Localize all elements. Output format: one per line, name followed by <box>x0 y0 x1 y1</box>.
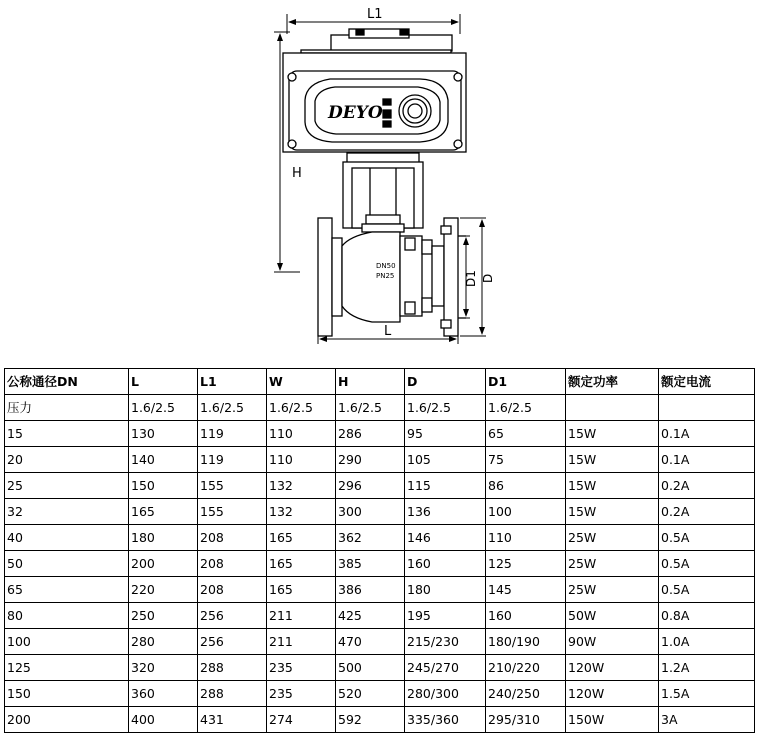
column-header: H <box>336 369 405 395</box>
dim-l-label: L <box>384 324 392 339</box>
table-cell: 165 <box>267 525 336 551</box>
table-row <box>5 629 755 655</box>
table-cell: 286 <box>336 421 405 447</box>
table-cell: 1.6/2.5 <box>405 395 486 421</box>
table-cell: 250 <box>129 603 198 629</box>
table-cell: 110 <box>267 421 336 447</box>
table-cell: 110 <box>486 525 566 551</box>
column-header: D1 <box>486 369 566 395</box>
table-cell: 0.5A <box>659 551 755 577</box>
table-cell: 0.5A <box>659 525 755 551</box>
table-cell: 95 <box>405 421 486 447</box>
table-cell: 125 <box>5 655 129 681</box>
table-cell: 180 <box>129 525 198 551</box>
table-cell: 100 <box>486 499 566 525</box>
table-cell: 25 <box>5 473 129 499</box>
table-row <box>5 499 755 525</box>
table-cell: 245/270 <box>405 655 486 681</box>
table-cell: 32 <box>5 499 129 525</box>
table-cell: 160 <box>486 603 566 629</box>
table-row <box>5 603 755 629</box>
table-row <box>5 655 755 681</box>
table-cell: 压力 <box>5 395 129 421</box>
dim-h-label: H <box>292 166 302 181</box>
column-header: 额定功率 <box>566 369 659 395</box>
table-cell: 155 <box>198 499 267 525</box>
table-cell: 90W <box>566 629 659 655</box>
table-cell: 0.5A <box>659 577 755 603</box>
table-cell: 3A <box>659 707 755 733</box>
table-cell: 195 <box>405 603 486 629</box>
table-cell: 0.2A <box>659 499 755 525</box>
table-cell: 20 <box>5 447 129 473</box>
table-cell: 300 <box>336 499 405 525</box>
table-cell: 165 <box>267 577 336 603</box>
table-cell: 296 <box>336 473 405 499</box>
table-cell <box>566 395 659 421</box>
table-cell: 1.0A <box>659 629 755 655</box>
table-cell: 280/300 <box>405 681 486 707</box>
table-cell: 288 <box>198 681 267 707</box>
table-cell: 288 <box>198 655 267 681</box>
table-cell: 1.6/2.5 <box>129 395 198 421</box>
actuator <box>283 29 466 152</box>
table-cell: 335/360 <box>405 707 486 733</box>
table-cell: 295/310 <box>486 707 566 733</box>
dim-d1-label: D1 <box>464 270 478 287</box>
table-cell: 280 <box>129 629 198 655</box>
table-cell: 235 <box>267 681 336 707</box>
table-cell: 146 <box>405 525 486 551</box>
table-cell: 256 <box>198 629 267 655</box>
table-cell: 160 <box>405 551 486 577</box>
table-cell: 150W <box>566 707 659 733</box>
table-cell: 105 <box>405 447 486 473</box>
table-cell: 115 <box>405 473 486 499</box>
table-cell: 75 <box>486 447 566 473</box>
table-cell: 290 <box>336 447 405 473</box>
table-cell: 362 <box>336 525 405 551</box>
table-cell: 0.1A <box>659 447 755 473</box>
table-cell: 155 <box>198 473 267 499</box>
table-row <box>5 551 755 577</box>
table-cell: 1.2A <box>659 655 755 681</box>
table-cell: 15W <box>566 421 659 447</box>
table-header-row <box>5 369 755 395</box>
table-cell: 0.2A <box>659 473 755 499</box>
table-cell: 100 <box>5 629 129 655</box>
spec-table <box>4 368 755 733</box>
table-cell: 210/220 <box>486 655 566 681</box>
table-cell: 120W <box>566 681 659 707</box>
column-header: D <box>405 369 486 395</box>
table-cell: 15W <box>566 473 659 499</box>
table-cell: 150 <box>129 473 198 499</box>
table-cell: 25W <box>566 577 659 603</box>
table-cell: 50 <box>5 551 129 577</box>
table-cell: 0.1A <box>659 421 755 447</box>
table-cell: 165 <box>129 499 198 525</box>
table-cell: 180/190 <box>486 629 566 655</box>
table-cell: 136 <box>405 499 486 525</box>
table-cell: 200 <box>5 707 129 733</box>
column-header: 公称通径DN <box>5 369 129 395</box>
table-cell: 274 <box>267 707 336 733</box>
table-cell: 320 <box>129 655 198 681</box>
table-cell: 386 <box>336 577 405 603</box>
table-cell: 240/250 <box>486 681 566 707</box>
table-cell: 470 <box>336 629 405 655</box>
column-header: L1 <box>198 369 267 395</box>
table-row <box>5 395 755 421</box>
table-cell: 1.6/2.5 <box>336 395 405 421</box>
table-cell: 15W <box>566 447 659 473</box>
table-row <box>5 681 755 707</box>
table-cell: 110 <box>267 447 336 473</box>
dim-l1-label: L1 <box>367 7 383 22</box>
column-header: 额定电流 <box>659 369 755 395</box>
table-cell: 125 <box>486 551 566 577</box>
table-cell: 65 <box>5 577 129 603</box>
table-cell: 180 <box>405 577 486 603</box>
table-cell: 150 <box>5 681 129 707</box>
table-cell: 119 <box>198 447 267 473</box>
table-cell: 385 <box>336 551 405 577</box>
table-cell: 65 <box>486 421 566 447</box>
table-cell: 208 <box>198 577 267 603</box>
table-cell: 592 <box>336 707 405 733</box>
table-row <box>5 707 755 733</box>
table-cell: 50W <box>566 603 659 629</box>
table-cell: 220 <box>129 577 198 603</box>
table-cell: 165 <box>267 551 336 577</box>
table-cell: 256 <box>198 603 267 629</box>
table-row <box>5 421 755 447</box>
table-cell: 200 <box>129 551 198 577</box>
table-cell: 1.6/2.5 <box>486 395 566 421</box>
column-header: W <box>267 369 336 395</box>
valve-drawing <box>0 0 760 366</box>
table-cell: 1.6/2.5 <box>267 395 336 421</box>
table-cell: 211 <box>267 629 336 655</box>
table-cell: 15W <box>566 499 659 525</box>
table-cell: 130 <box>129 421 198 447</box>
table-row <box>5 577 755 603</box>
table-cell: 25W <box>566 525 659 551</box>
table-cell: 235 <box>267 655 336 681</box>
table-cell: 500 <box>336 655 405 681</box>
brand-logo: DEYO <box>328 103 383 123</box>
table-cell: 25W <box>566 551 659 577</box>
table-cell: 119 <box>198 421 267 447</box>
table-cell: 0.8A <box>659 603 755 629</box>
table-cell: 145 <box>486 577 566 603</box>
table-cell: 1.6/2.5 <box>198 395 267 421</box>
table-cell: 215/230 <box>405 629 486 655</box>
table-cell: 431 <box>198 707 267 733</box>
table-cell: 86 <box>486 473 566 499</box>
table-cell <box>659 395 755 421</box>
table-cell: 400 <box>129 707 198 733</box>
table-cell: 208 <box>198 525 267 551</box>
table-cell: 15 <box>5 421 129 447</box>
body-marking-dn: DN50 <box>376 262 396 270</box>
column-header: L <box>129 369 198 395</box>
table-cell: 80 <box>5 603 129 629</box>
table-cell: 360 <box>129 681 198 707</box>
body-marking-pn: PN25 <box>376 272 395 280</box>
mounting-bracket <box>343 153 423 232</box>
table-cell: 211 <box>267 603 336 629</box>
table-cell: 120W <box>566 655 659 681</box>
table-cell: 140 <box>129 447 198 473</box>
table-cell: 132 <box>267 473 336 499</box>
table-cell: 208 <box>198 551 267 577</box>
table-cell: 520 <box>336 681 405 707</box>
table-cell: 425 <box>336 603 405 629</box>
table-cell: 132 <box>267 499 336 525</box>
table-cell: 1.5A <box>659 681 755 707</box>
table-row <box>5 473 755 499</box>
table-row <box>5 525 755 551</box>
dim-d-label: D <box>481 273 495 283</box>
table-cell: 40 <box>5 525 129 551</box>
table-row <box>5 447 755 473</box>
